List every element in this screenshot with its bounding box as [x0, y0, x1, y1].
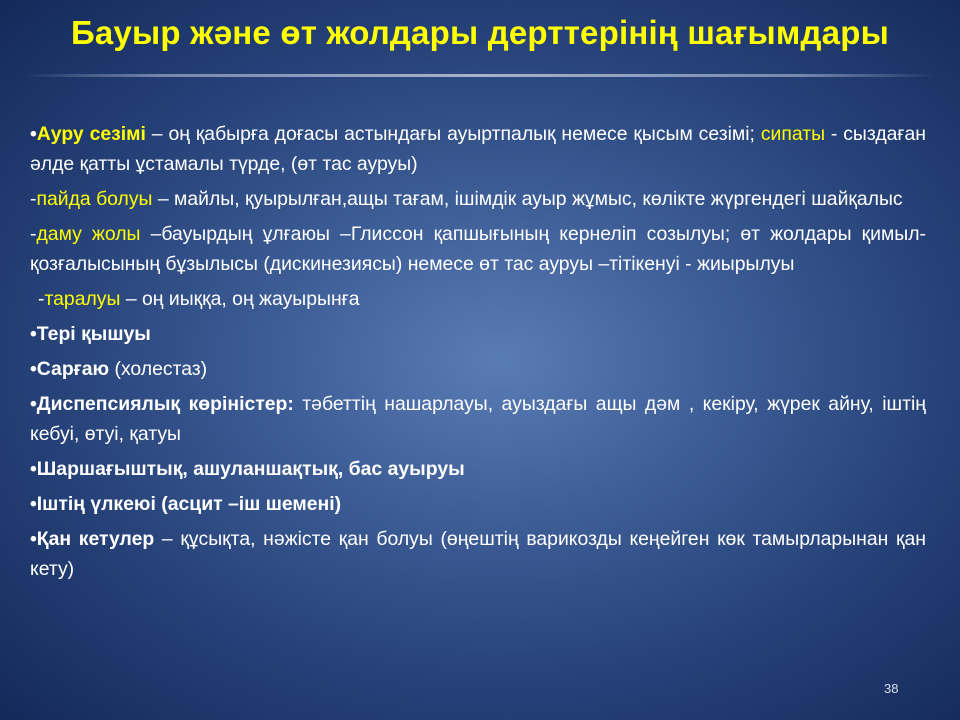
slide-title: Бауыр және өт жолдары дерттерінің шағымдары — [71, 14, 889, 51]
onset-text: – майлы, қуырылған,ащы тағам, ішімдік ауыр жұмыс, көлікте жүргендегі шайқалыс — [152, 188, 903, 210]
list-item-jaundice — [30, 354, 926, 384]
list-item-bleeding — [30, 524, 926, 584]
dyspepsia-text: тәбеттің нашарлауы, ауыздағы ащы дәм , кекіру, жүрек айну, іштің кебуі, өтуі, қатуы — [30, 393, 926, 445]
bullet-marker: • — [30, 528, 37, 550]
jaundice-text: (холестаз) — [109, 358, 208, 380]
itch-label: Тері қышуы — [36, 323, 151, 345]
bullet-marker: • — [30, 393, 37, 415]
title-divider — [22, 74, 938, 77]
list-item-mechanism — [30, 219, 926, 279]
fatigue-label: Шаршағыштық, ашуланшақтық, бас ауыруы — [36, 458, 465, 480]
pain-text: – оң қабырға доғасы астындағы ауыртпалық немесе қысым сезімі; — [145, 123, 761, 145]
complaints-list — [30, 119, 926, 589]
bullet-marker: • — [30, 123, 37, 145]
list-item-fatigue — [30, 454, 926, 484]
list-item-ascites — [30, 489, 926, 519]
bleeding-text: – құсықта, нәжісте қан болуы (өңештің варикозды кеңейген көк тамырларынан қан кету) — [30, 528, 926, 580]
spread-text: – оң иыққа, оң жауырынға — [120, 288, 360, 310]
pain-label: Ауру сезімі — [36, 123, 146, 145]
ascites-label: Іштің үлкеюі (асцит –іш шемені) — [36, 493, 342, 515]
list-item-pain — [30, 119, 926, 179]
jaundice-label: Сарғаю — [36, 358, 110, 380]
pain-character-label: сипаты — [760, 123, 826, 145]
page-number: 38 — [884, 681, 899, 696]
list-item-dyspepsia — [30, 389, 926, 449]
mechanism-label: даму жолы — [36, 223, 141, 245]
spread-label: таралуы — [44, 288, 121, 310]
pain-character-text: - сыздаған әлде қатты ұстамалы түрде, (өт тас ауруы) — [30, 123, 926, 175]
bullet-marker: • — [30, 323, 37, 345]
dyspepsia-label: Диспепсиялық көріністер: — [36, 393, 294, 415]
bullet-marker: • — [30, 458, 37, 480]
bleeding-label: Қан кетулер — [36, 528, 155, 550]
dash-marker: - — [30, 223, 37, 245]
dash-marker: - — [38, 288, 45, 310]
dash-marker: - — [30, 188, 37, 210]
list-item-spread — [30, 284, 926, 314]
list-item-onset — [30, 184, 926, 214]
onset-label: пайда болуы — [36, 188, 153, 210]
bullet-marker: • — [30, 493, 37, 515]
list-item-itch — [30, 319, 926, 349]
bullet-marker: • — [30, 358, 37, 380]
mechanism-text: –бауырдың ұлғаюы –Глиссон қапшығының кернеліп созылуы; өт жолдары қимыл-қозғалысының бұзылысы (дискинезиясы) немесе өт тас ауруы –тітікенуі - жиырылуы — [30, 223, 926, 275]
